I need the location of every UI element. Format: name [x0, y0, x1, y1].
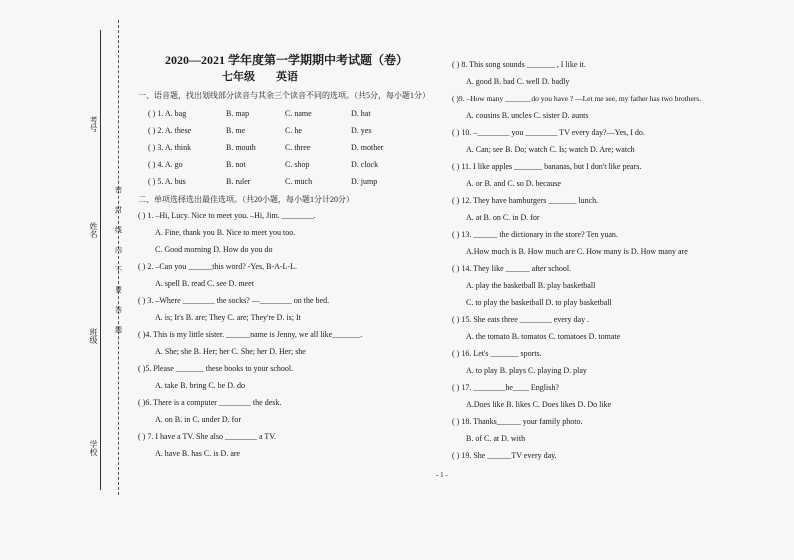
s1-q4-b: B. not	[226, 160, 246, 169]
s1-q3-prompt: ( ) 3. A. think	[148, 143, 192, 152]
exam-title: 2020—2021 学年度第一学期期中考试题（卷）	[165, 53, 409, 67]
s2-right-line: ( ) 8. This song sounds _______ , I like it.	[452, 60, 586, 69]
s1-q1-prompt: ( ) 1. A. bag	[148, 109, 187, 118]
s2-right-line: ( ) 19. She ______TV every day.	[452, 451, 557, 460]
seal-dashed-line	[118, 20, 119, 495]
s1-q1-c: C. name	[285, 109, 312, 118]
seal-char: 答	[115, 306, 122, 314]
seal-char: 不	[115, 266, 122, 274]
s2-right-line: A.Does like B. likes C. Does likes D. Do like	[466, 400, 612, 409]
s2-left-line: A. spell B. read C. see D. meet	[155, 279, 254, 288]
s2-left-line: ( ) 1. –Hi, Lucy. Nice to meet you. –Hi, Jim. ________.	[138, 211, 316, 220]
s1-q3-b: B. mouth	[226, 143, 256, 152]
s1-q4-d: D. clock	[351, 160, 379, 169]
s2-right-line: ( ) 17. ________he____ English?	[452, 383, 559, 392]
s1-q2-b: B. me	[226, 126, 246, 135]
s1-q2-prompt: ( ) 2. A. these	[148, 126, 192, 135]
s1-q2-c: C. he	[285, 126, 302, 135]
s2-left-line: ( )4. This is my little sister. ______name is Jenny, we all like_______.	[138, 330, 363, 339]
page-number: - 1 -	[436, 471, 448, 479]
section2-heading: 二、单项选择选出最佳选项。（共20小题，每小题1分计20分）	[138, 195, 354, 204]
s2-right-line: A. at B. on C. in D. for	[466, 213, 540, 222]
s2-left-line: C. Good morning D. How do you do	[155, 245, 273, 254]
s1-q1-d: D. hat	[351, 109, 371, 118]
section1-heading: 一、语音题，找出划线部分读音与其余三个读音不同的选项。（共5分，每小题1分）	[138, 91, 430, 100]
s1-q1-b: B. map	[226, 109, 250, 118]
s1-q5-prompt: ( ) 5. A. bus	[148, 177, 186, 186]
s2-left-line: A. on B. in C. under D. for	[155, 415, 241, 424]
s2-right-line: ( ) 13. ______ the dictionary in the store? Ten yuan.	[452, 230, 618, 239]
s2-left-line: ( )5. Please _______ these books to your school.	[138, 364, 294, 373]
s2-right-line: A.How much is B. How much are C. How many is D. How many are	[466, 247, 688, 256]
seal-char: 密	[115, 186, 122, 194]
s1-q4-c: C. shop	[285, 160, 310, 169]
s1-q3-c: C. three	[285, 143, 311, 152]
s2-left-line: A. is; It's B. are; They C. are; They're D. is; It	[155, 313, 301, 322]
seal-char: 内	[115, 246, 122, 254]
s1-q2-d: D. yes	[351, 126, 372, 135]
s2-left-line: A. take B. bring C. be D. do	[155, 381, 245, 390]
s2-right-line: ( ) 16. Let's _______ sports.	[452, 349, 542, 358]
s2-right-line: C. to play the basketball D. to play basketball	[466, 298, 612, 307]
s2-left-line: ( )6. There is a computer ________ the desk.	[138, 398, 282, 407]
class-label: 班级	[89, 328, 98, 344]
s2-left-line: A. She; she B. Her; her C. She; her D. Her; she	[155, 347, 306, 356]
s1-q5-b: B. ruler	[226, 177, 251, 186]
s2-right-line: A. cousins B. uncles C. sister D. aunts	[466, 111, 589, 120]
s2-left-line: A. have B. has C. is D. are	[155, 449, 241, 458]
s2-right-line: ( )9. –How many _______do you have ? —Let me see, my father has two brothers.	[452, 94, 702, 103]
s2-right-line: ( ) 15. She eats three ________ every day .	[452, 315, 590, 324]
exam-no-label: 考号	[89, 116, 98, 132]
seal-char: 题	[115, 326, 122, 334]
seal-char: 封	[115, 206, 122, 214]
s2-right-line: ( ) 10. –________ you ________ TV every day?—Yes, I do.	[452, 128, 645, 137]
s2-left-line: ( ) 3. –Where ________ the socks? —________ on the bed.	[138, 296, 330, 305]
s2-right-line: A. play the basketball B. play basketball	[466, 281, 596, 290]
seal-char: 线	[115, 226, 122, 234]
s2-left-line: A. Fine, thank you B. Nice to meet you too.	[155, 228, 296, 237]
s2-right-line: A. Can; see B. Do; watch C. Is; watch D. Are; watch	[466, 145, 635, 154]
s2-right-line: A. good B. bad C. well D. badly	[466, 77, 570, 86]
s1-q5-c: C. much	[285, 177, 313, 186]
grade-label: 七年级	[222, 71, 255, 83]
s2-left-line: ( ) 7. I have a TV. She also ________ a TV.	[138, 432, 277, 441]
s2-right-line: A. to play B. plays C. playing D. play	[466, 366, 587, 375]
s2-right-line: ( ) 12. They have hamburgers _______ lunch.	[452, 196, 599, 205]
s2-right-line: ( ) 11. I like apples _______ bananas, but I don't like pears.	[452, 162, 642, 171]
s2-right-line: A. or B. and C. so D. because	[466, 179, 561, 188]
s1-q4-prompt: ( ) 4. A. go	[148, 160, 183, 169]
subject-label: 英语	[276, 71, 298, 83]
s2-right-line: A. the tomato B. tomatos C. tomatoes D. tomate	[466, 332, 621, 341]
s2-left-line: ( ) 2. –Can you ______this word? -Yes, B-A-L-L.	[138, 262, 297, 271]
name-label: 姓名	[89, 222, 98, 238]
binding-line	[100, 30, 101, 490]
s1-q5-d: D. jump	[351, 177, 378, 186]
s1-q3-d: D. mother	[351, 143, 384, 152]
s2-right-line: ( ) 18. Thanks______ your family photo.	[452, 417, 583, 426]
s2-right-line: B. of C. at D. with	[466, 434, 526, 443]
seal-char: 要	[115, 286, 122, 294]
school-label: 学校	[89, 440, 98, 456]
s2-right-line: ( ) 14. They like ______ after school.	[452, 264, 572, 273]
